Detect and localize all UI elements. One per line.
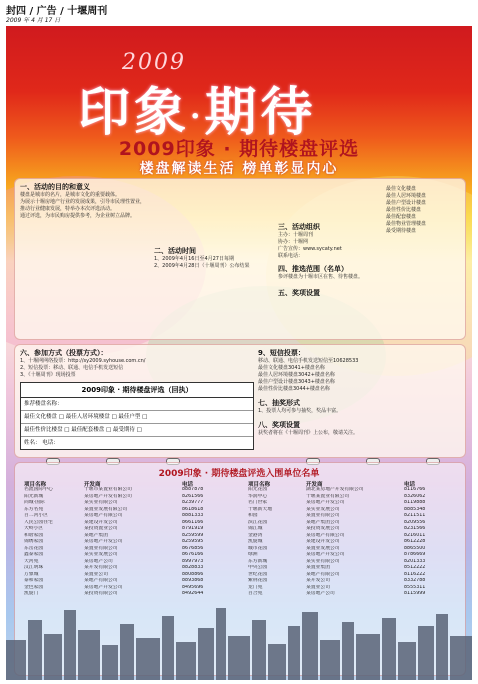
list-item-project: 百二河小区 bbox=[24, 513, 48, 518]
section-3-title: 三、活动组织 bbox=[278, 223, 320, 231]
left-phones-column bbox=[182, 487, 232, 598]
list-item-developer: 某地产有限公司 bbox=[306, 571, 340, 577]
list-item-phone: 8332788 bbox=[404, 578, 426, 583]
list-item-developer: 某房地产有限公司 bbox=[84, 513, 123, 518]
logo-year: 2009 bbox=[122, 50, 186, 75]
list-item-phone: 8261566 bbox=[182, 493, 204, 499]
finalist-title: 2009印象 · 期待楼盘评选入围单位名单 bbox=[158, 469, 320, 479]
section-6-text: 1、十堰网网络投票：http://sy2009.syhouse.com.cn/ 2、短信投票：移动、联通、电信手机发送短信 3、《十堰周刊》现场投票 bbox=[20, 358, 146, 378]
right-projects-column bbox=[248, 487, 304, 598]
section-1 bbox=[20, 182, 150, 220]
list-item-phone: 8209556 bbox=[404, 519, 426, 525]
list-item-phone: 8326062 bbox=[404, 493, 426, 499]
list-item-project: 尚城·国际 bbox=[24, 500, 45, 505]
section-6-title: 六、参加方式（投票方式）： bbox=[20, 349, 108, 357]
list-item-developer: 某投资置业公司 bbox=[84, 526, 118, 531]
list-item-phone: 8791919 bbox=[182, 526, 204, 531]
list-item-developer: 某投资有限公司 bbox=[84, 591, 118, 596]
poster-subtitle: 楼盘解读生活 榜单彰显内心 bbox=[139, 161, 339, 177]
section-2 bbox=[154, 246, 274, 270]
list-item-developer: 某房地产公司 bbox=[306, 591, 335, 596]
list-item-phone: 8887878 bbox=[182, 487, 204, 492]
list-item-phone: 8259599 bbox=[182, 532, 204, 538]
section-8-text: 获奖者将在《十堰周刊》上公布，敬请关注。 bbox=[258, 430, 359, 436]
list-item-phone: 8893868 bbox=[182, 578, 204, 583]
list-item-developer: 某建设开发公司 bbox=[84, 519, 118, 525]
list-item-project: 泰和家园 bbox=[24, 578, 44, 583]
list-item-project: 名流国际中心 bbox=[24, 487, 53, 492]
list-item-phone: 8828833 bbox=[182, 565, 204, 570]
list-item-project: 世纪花园 bbox=[248, 571, 268, 577]
list-item-developer: 湖北某房地产开发有限公司 bbox=[306, 487, 364, 492]
list-item-developer: 某房地产开发公司 bbox=[306, 500, 345, 505]
list-item-developer: 某置业公司 bbox=[306, 584, 330, 590]
list-item-phone: 8116222 bbox=[404, 571, 426, 577]
list-item-phone: 8119888 bbox=[404, 500, 426, 505]
list-item-project: 凯旋城 bbox=[248, 539, 263, 544]
list-item-developer: 某建设开发公司 bbox=[306, 539, 340, 544]
list-item-project: 绿洲 bbox=[248, 552, 258, 557]
list-item-developer: 某地产集团 bbox=[84, 532, 108, 538]
list-item-phone: 8216011 bbox=[404, 532, 426, 538]
list-item-project: 和谐家园 bbox=[24, 532, 44, 538]
section-3 bbox=[278, 222, 378, 260]
logo-dot: · bbox=[190, 99, 205, 134]
list-item-project: 阳光花园 bbox=[248, 487, 268, 492]
col-header-project: 项目名称 bbox=[24, 482, 47, 488]
logo-left: 印象 bbox=[78, 82, 191, 143]
list-item-project: 鑫泰家园 bbox=[24, 552, 44, 557]
list-item-phone: 8492644 bbox=[182, 591, 204, 596]
list-item-phone: 8865500 bbox=[404, 545, 426, 551]
right-phones-column bbox=[404, 487, 464, 598]
list-item-project: 紫荆花园 bbox=[248, 578, 268, 583]
list-item-developer: 某置业有限公司 bbox=[84, 545, 118, 551]
section-9-text: 移动、联通、电信手机发送短信至10628533 最佳文化楼盘3041+楼盘名称 最佳人居环境楼盘3042+楼盘名称 最佳户型设计楼盘3043+楼盘名称 最佳性价比楼盘3044+楼盘名称 bbox=[258, 358, 359, 392]
list-item-developer: 某实业发展公司 bbox=[84, 552, 118, 557]
section-4 bbox=[278, 264, 378, 281]
left-projects-column bbox=[24, 487, 82, 598]
section-1-text: 楼盘是城市的名片，是城市文化的重要载体。 为展示十堰房地产行业的发展成果，引导市民理性置业， 推动行业健康发展，特举办本次评选活动。 通过评选，为市民购房提供参考，为企业树立品牌。 bbox=[20, 192, 146, 219]
list-item-developer: 某开发有限公司 bbox=[84, 565, 118, 570]
list-item-project: 东方名苑 bbox=[24, 506, 44, 512]
list-item-project: 凯旋门 bbox=[24, 591, 39, 596]
list-item-project: 百合苑 bbox=[248, 591, 263, 596]
section-7 bbox=[258, 398, 458, 415]
list-item-project: 金港湾 bbox=[248, 532, 263, 538]
section-4-text: 参评楼盘为十堰市区在售、待售楼盘。 bbox=[278, 274, 364, 280]
list-item-developer: 某实业发展公司 bbox=[306, 506, 340, 512]
ballot-row-options-2[interactable]: 最佳性价比楼盘 □ 最佳配套楼盘 □ 最受期待 □ bbox=[21, 424, 253, 437]
list-item-developer: 某置业公司 bbox=[84, 571, 108, 577]
list-item-phone: 8881333 bbox=[182, 513, 204, 518]
list-item-project: 名门世家 bbox=[248, 500, 268, 505]
list-item-phone: 8115999 bbox=[404, 591, 426, 596]
list-item-phone: 8239777 bbox=[182, 500, 204, 505]
list-item-phone: 8885348 bbox=[404, 506, 426, 512]
list-item-developer: 某置业发展有限公司 bbox=[84, 506, 128, 512]
col-header-developer: 开发商 bbox=[306, 482, 323, 488]
list-item-project: 锦绣家园 bbox=[24, 539, 44, 544]
section-3-text: 主办：十堰周刊 协办：十堰网 广告宣传：www.sycaty.net 联系电话： bbox=[278, 232, 342, 259]
section-2-text: 1、2009年4月16日至4月27日每期 2、2009年4月28日（十堰周刊）公布结果 bbox=[154, 256, 250, 269]
list-item-phone: 8676166 bbox=[182, 552, 204, 557]
award-list bbox=[386, 186, 460, 235]
logo-right: 期待 bbox=[204, 82, 317, 143]
section-9 bbox=[258, 348, 458, 393]
list-item-project: 天河苑 bbox=[24, 558, 39, 564]
ballot-row-options-1[interactable]: 最佳文化楼盘 □ 最佳人居环境楼盘 □ 最佳户型 □ bbox=[21, 411, 253, 424]
list-item-developer: 某实业有限公司 bbox=[84, 500, 118, 505]
list-item-phone: 8618618 bbox=[182, 506, 204, 512]
list-item-project: 锦江城 bbox=[248, 526, 263, 531]
section-1-title: 一、活动的目的和意义 bbox=[20, 183, 90, 191]
list-item-developer: 某房地产开发公司 bbox=[84, 539, 123, 544]
list-item-project: 万象城 bbox=[24, 571, 39, 577]
list-item-project: 东方新城 bbox=[248, 558, 268, 564]
right-developers-column bbox=[306, 487, 402, 598]
list-item-project: 滨江花园 bbox=[248, 519, 268, 525]
list-item-project: 汉江明珠 bbox=[24, 565, 44, 570]
list-item-developer: 某置业有限公司 bbox=[306, 513, 340, 518]
section-5 bbox=[278, 288, 378, 298]
list-item-developer: 某地产有限公司 bbox=[84, 578, 118, 583]
list-item-developer: 某房地产公司 bbox=[84, 558, 113, 564]
ballot-row-contact[interactable]: 姓名： 电话： bbox=[24, 440, 59, 446]
col-header-phone: 电话 bbox=[182, 482, 194, 488]
list-item-developer: 某置业集团 bbox=[306, 565, 330, 570]
list-item-developer: 某房地产开发公司 bbox=[306, 552, 345, 557]
col-header-developer: 开发商 bbox=[84, 482, 101, 488]
page-header-date: 2009 年 4 月 17 日 bbox=[6, 17, 61, 24]
list-item-developer: 某房地产开发公司 bbox=[84, 584, 123, 590]
section-7-text: 1、投票人均可参与抽奖，奖品丰富。 bbox=[258, 408, 342, 414]
list-item-project: 中央公园 bbox=[248, 565, 268, 570]
ballot-title: 2009印象 · 期待楼盘评选（回执） bbox=[21, 383, 253, 398]
section-7-title: 七、抽奖形式 bbox=[258, 399, 300, 407]
list-item-developer: 某实业有限公司 bbox=[306, 558, 340, 564]
list-item-phone: 8676856 bbox=[182, 545, 204, 551]
list-item-project: 阳光新城 bbox=[24, 493, 44, 499]
list-item-phone: 8661166 bbox=[182, 519, 204, 525]
list-item-developer: 十堰市某置业有限公司 bbox=[84, 487, 132, 492]
section-2-title: 二、活动时间 bbox=[154, 247, 196, 255]
list-item-project: 人民公园住宅 bbox=[24, 519, 53, 525]
list-item-project: 和园 bbox=[248, 513, 258, 518]
list-item-project: 东岳花园 bbox=[24, 545, 44, 551]
list-item-phone: 8201333 bbox=[404, 558, 426, 564]
poster bbox=[6, 26, 472, 680]
city-skyline bbox=[6, 590, 472, 680]
list-item-phone: 8512222 bbox=[404, 565, 426, 570]
list-item-phone: 8555311 bbox=[404, 584, 426, 590]
list-item-developer: 某房地产开发有限公司 bbox=[84, 493, 132, 499]
list-item-phone: 8259595 bbox=[182, 539, 204, 544]
list-item-phone: 8808866 bbox=[182, 571, 204, 577]
list-item-phone: 8612228 bbox=[404, 539, 426, 544]
section-6 bbox=[20, 348, 252, 379]
list-item-project: 大岭小区 bbox=[24, 526, 44, 531]
list-item-phone: 8997973 bbox=[182, 558, 204, 564]
list-item-developer: 某地产集团公司 bbox=[306, 519, 340, 525]
list-item-phone: 8495696 bbox=[182, 584, 204, 590]
col-header-project: 项目名称 bbox=[248, 482, 271, 488]
col-header-phone: 电话 bbox=[404, 482, 416, 488]
list-item-developer: 某置业发展公司 bbox=[306, 545, 340, 551]
award-list-text: 最佳文化楼盘 最佳人居环境楼盘 最佳户型设计楼盘 最佳性价比楼盘 最佳配套楼盘 最佳物业管理楼盘 最受期待楼盘 bbox=[386, 186, 427, 234]
list-item-project: 华润中心 bbox=[248, 493, 268, 499]
poster-title: 2009印象 · 期待楼盘评选 bbox=[118, 138, 360, 160]
ballot-form bbox=[20, 382, 254, 450]
list-item-project: 金色家园 bbox=[24, 584, 44, 590]
section-8 bbox=[258, 420, 458, 437]
list-item-project: 十堰新天地 bbox=[248, 506, 272, 512]
ballot-row-project[interactable]: 推荐楼盘名称： bbox=[21, 398, 253, 411]
left-developers-column bbox=[84, 487, 180, 598]
section-8-title: 八、奖项设置 bbox=[258, 421, 300, 429]
section-4-title: 四、推选范围（名单） bbox=[278, 265, 348, 273]
list-item-phone: 8231566 bbox=[404, 526, 426, 531]
list-item-developer: 某开发公司 bbox=[306, 578, 330, 583]
list-item-developer: 某房地产有限公司 bbox=[306, 532, 345, 538]
list-item-phone: 8116766 bbox=[404, 487, 426, 492]
list-item-project: 城市花园 bbox=[248, 545, 268, 551]
list-item-developer: 某投资发展公司 bbox=[306, 526, 340, 531]
list-item-phone: 8786669 bbox=[404, 552, 426, 557]
section-9-title: 9、短信投票： bbox=[258, 349, 305, 357]
page-header-title: 封四 / 广告 / 十堰周刊 bbox=[6, 6, 108, 17]
list-item-project: 龙门苑 bbox=[248, 584, 263, 590]
list-item-developer: 十堰某置业有限公司 bbox=[306, 493, 350, 499]
section-5-title: 五、奖项设置 bbox=[278, 289, 320, 297]
list-item-phone: 8211511 bbox=[404, 513, 426, 518]
